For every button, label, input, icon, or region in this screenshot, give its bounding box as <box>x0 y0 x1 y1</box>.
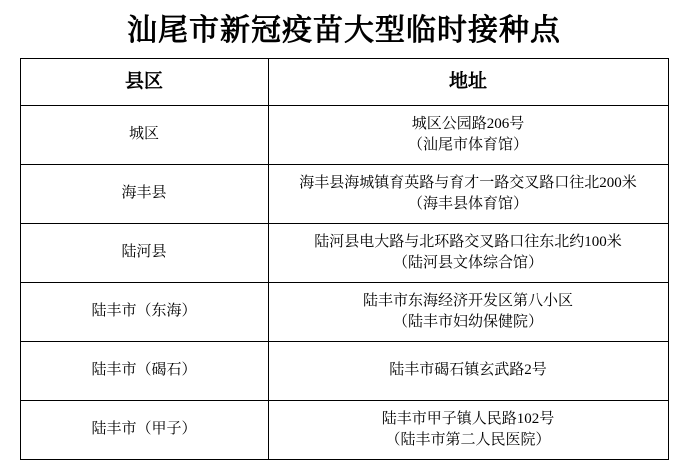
page-title: 汕尾市新冠疫苗大型临时接种点 <box>127 14 561 47</box>
address-line: 海丰县海城镇育英路与育才一路交叉路口往北200米 <box>299 175 637 192</box>
cell-address <box>268 282 668 341</box>
address-line: 陆丰市东海经济开发区第八小区 <box>362 293 573 310</box>
table-row <box>20 282 668 341</box>
cell-county: 海丰县 <box>20 164 268 223</box>
cell-county: 陆河县 <box>20 223 268 282</box>
address-line: （陆丰市第二人民医院） <box>385 431 551 448</box>
table-row <box>20 223 668 282</box>
column-header-address: 地址 <box>268 58 668 105</box>
vaccination-sites-table <box>20 58 669 460</box>
cell-county: 陆丰市（甲子） <box>20 400 268 459</box>
table-header-row <box>20 58 668 105</box>
cell-address <box>268 105 668 164</box>
cell-county: 城区 <box>20 105 268 164</box>
address-line: 城区公园路206号 <box>411 116 525 133</box>
address-line: （陆河县文体综合馆） <box>392 254 543 271</box>
address-line: （汕尾市体育馆） <box>407 136 528 153</box>
cell-address <box>268 223 668 282</box>
table-row <box>20 341 668 400</box>
table-row <box>20 400 668 459</box>
cell-county: 陆丰市（碣石） <box>20 341 268 400</box>
column-header-county: 县区 <box>20 58 268 105</box>
address-line: （海丰县体育馆） <box>407 195 528 212</box>
table-body <box>20 105 668 459</box>
cell-address <box>268 400 668 459</box>
table-row <box>20 105 668 164</box>
table-row <box>20 164 668 223</box>
cell-address <box>268 341 668 400</box>
cell-address <box>268 164 668 223</box>
cell-county: 陆丰市（东海） <box>20 282 268 341</box>
address-line: 陆河县电大路与北环路交叉路口往东北约100米 <box>314 234 622 251</box>
address-line: （陆丰市妇幼保健院） <box>392 313 543 330</box>
address-line: 陆丰市碣石镇玄武路2号 <box>389 362 547 379</box>
address-line: 陆丰市甲子镇人民路102号 <box>381 411 555 428</box>
